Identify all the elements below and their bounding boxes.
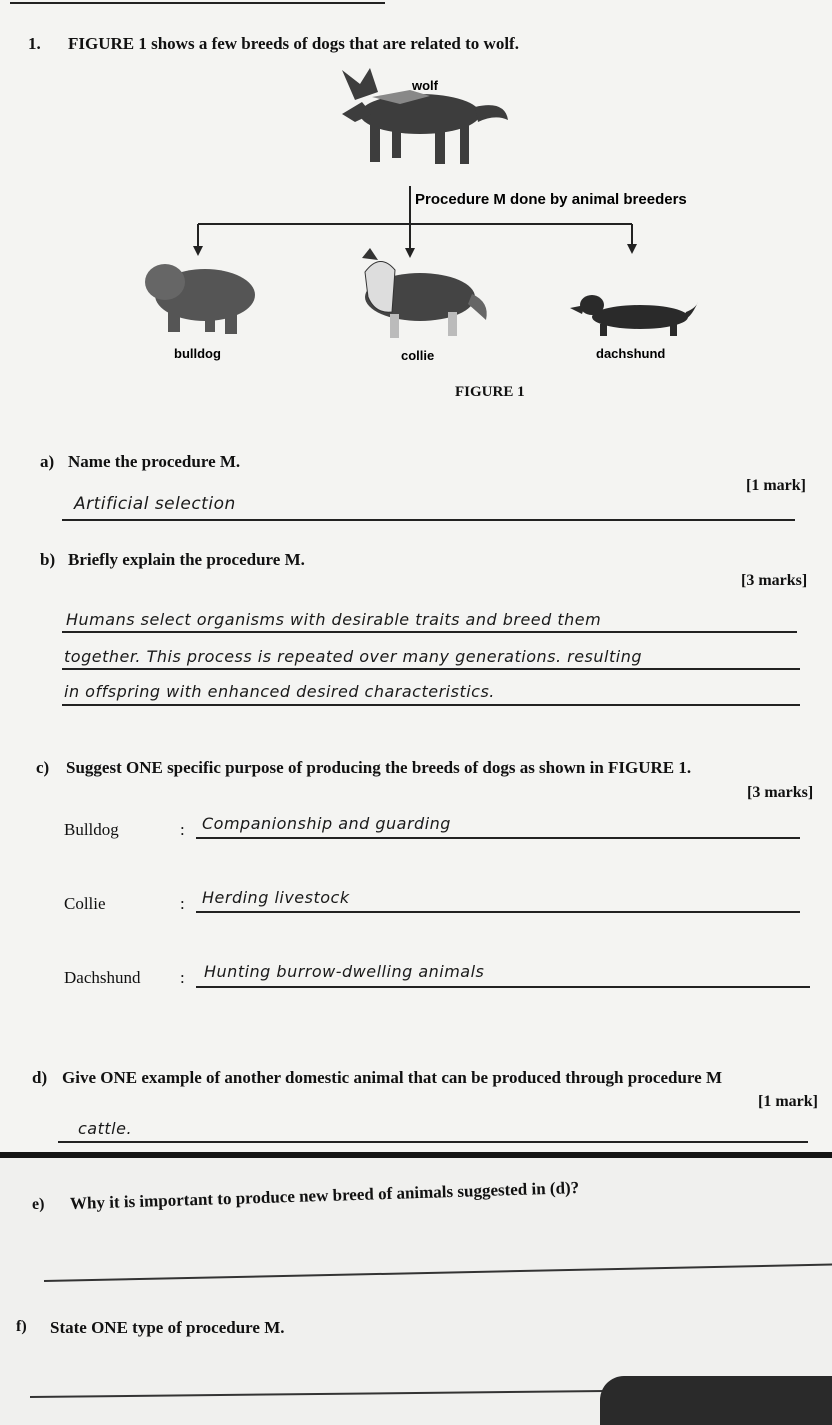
procedure-label: Procedure M done by animal breeders <box>415 191 687 208</box>
next-page-section <box>0 1158 832 1425</box>
part-c-breed-dachshund: Dachshund <box>64 968 141 987</box>
part-b-answer-line-3: in offspring with enhanced desired characteristics. <box>64 682 495 701</box>
part-c-label: c) <box>36 758 50 777</box>
part-a-marks: [1 mark] <box>746 477 806 494</box>
part-a-answer-line <box>62 519 795 521</box>
part-b-answer-line-1: Humans select organisms with desirable traits and breed them <box>66 610 602 629</box>
part-c-breed-bulldog: Bulldog <box>64 820 119 839</box>
question-number: 1. <box>28 34 41 53</box>
part-f-label: f) <box>16 1318 27 1335</box>
part-c-answer-bulldog: Companionship and guarding <box>202 814 451 833</box>
part-c-rule-1 <box>196 837 800 839</box>
part-c-answer-dachshund: Hunting burrow-dwelling animals <box>204 962 485 981</box>
part-a-label: a) <box>40 452 55 471</box>
part-c-colon-2: : <box>180 894 185 913</box>
part-c-marks: [3 marks] <box>747 784 814 801</box>
part-c-colon-3: : <box>180 968 185 987</box>
figure-caption: FIGURE 1 <box>455 384 525 400</box>
breed-label-dachshund: dachshund <box>596 346 666 361</box>
part-d-marks: [1 mark] <box>758 1093 818 1110</box>
part-b-prompt: Briefly explain the procedure M. <box>68 550 305 569</box>
figure-diagram <box>130 62 730 392</box>
part-e-prompt: Why it is important to produce new breed of animals suggested in (d)? <box>69 1178 580 1213</box>
question-intro: FIGURE 1 shows a few breeds of dogs that are related to wolf. <box>68 34 519 53</box>
part-a-answer: Artificial selection <box>74 494 236 514</box>
wolf-label: wolf <box>412 78 438 93</box>
dachshund-illustration <box>570 295 698 336</box>
part-e-label: e) <box>31 1195 45 1213</box>
part-d-label: d) <box>32 1068 48 1087</box>
part-b-rule-1 <box>62 631 797 633</box>
breed-label-bulldog: bulldog <box>174 346 221 361</box>
part-a-prompt: Name the procedure M. <box>68 452 241 471</box>
part-e-answer-line <box>44 1263 832 1281</box>
part-f-answer-line <box>30 1390 630 1398</box>
part-d-answer-line <box>58 1141 808 1143</box>
figure-1 <box>130 62 730 392</box>
part-d-prompt: Give ONE example of another domestic animal that can be produced through procedure M <box>62 1068 723 1087</box>
part-b-answer-line-2: together. This process is repeated over many generations. resulting <box>64 647 642 666</box>
device-corner <box>600 1376 832 1425</box>
part-d-answer: cattle. <box>78 1119 133 1138</box>
top-rule <box>10 2 385 4</box>
part-b-marks: [3 marks] <box>741 572 808 589</box>
part-b-label: b) <box>40 550 56 569</box>
bulldog-illustration <box>145 264 255 334</box>
part-c-rule-3 <box>196 986 810 988</box>
breed-label-collie: collie <box>401 348 435 363</box>
part-c-rule-2 <box>196 911 800 913</box>
part-b-rule-3 <box>62 704 800 706</box>
collie-illustration <box>362 248 487 338</box>
part-c-colon-1: : <box>180 820 185 839</box>
part-c-prompt: Suggest ONE specific purpose of producing the breeds of dogs as shown in FIGURE 1. <box>66 758 692 777</box>
part-b-rule-2 <box>62 668 800 670</box>
part-f-prompt: State ONE type of procedure M. <box>50 1318 285 1337</box>
part-c-answer-collie: Herding livestock <box>202 888 350 907</box>
part-c-breed-collie: Collie <box>64 894 106 913</box>
